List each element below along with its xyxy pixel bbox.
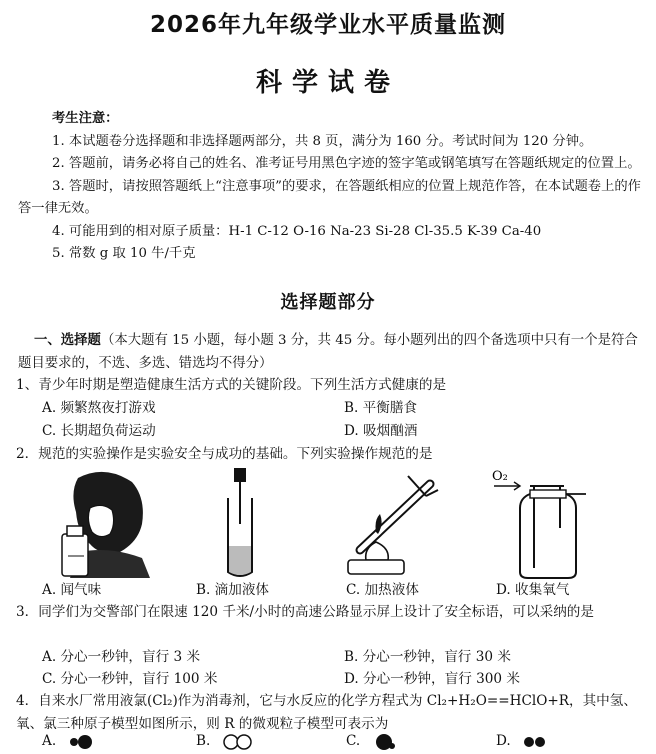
question-3-stem: 3．同学们为交警部门在限速 120 千米/小时的高速公路显示屏上设计了安全标语，可以采纳的是 [16,604,594,620]
notice-item-1: 1. 本试题卷分选择题和非选择题两部分，共 8 页，满分为 160 分。考试时间为 120 分钟。 [52,133,593,149]
notice-item-3: 3. 答题时，请按照答题纸上“注意事项”的要求，在答题纸相应的位置上规范作答，在本试题卷上的作答一律无效。 [18,178,641,216]
section-title: 选择题部分 [280,292,376,313]
q2-option-c[interactable]: C. 加热液体 [346,582,419,598]
q3-option-d[interactable]: D. 分心一秒钟，盲行 300 米 [344,671,520,687]
heating-figure [330,468,450,578]
notice-item-2: 2. 答题前，请务必将自己的姓名、准考证号用黑色字迹的签字笔或钢笔填写在答题纸规定的位置上。 [52,156,641,171]
q4-option-b-label: B. [196,733,211,749]
q4-option-c-label: C. [346,733,361,749]
q4-option-a-label: A. [42,733,57,749]
q4-option-d[interactable] [496,730,547,752]
oxygen-label: O₂ [492,469,508,484]
dropper-figure [200,468,280,578]
molecule-c-icon [373,733,397,751]
question-2-stem: 2．规范的实验操作是实验安全与成功的基础。下列实验操作规范的是 [16,446,433,462]
q2-option-a[interactable]: A. 闻气味 [42,582,102,598]
exam-subtitle: 科学试卷 [255,68,400,98]
q1-option-a[interactable]: A. 频繁熬夜打游戏 [42,400,156,416]
q4-option-b[interactable] [196,730,253,752]
q1-option-b[interactable]: B. 平衡膳食 [344,400,418,416]
section-instruction [18,330,638,375]
q1-option-c[interactable]: C. 长期超负荷运动 [42,423,156,439]
q3-option-a[interactable]: A. 分心一秒钟，盲行 3 米 [42,649,201,665]
q3-option-c[interactable]: C. 分心一秒钟，盲行 100 米 [42,671,218,687]
notice-heading: 考生注意： [52,111,119,126]
question-1-stem: 1、青少年时期是塑造健康生活方式的关键阶段。下列生活方式健康的是 [16,377,447,393]
q3-option-b[interactable]: B. 分心一秒钟，盲行 30 米 [344,649,511,665]
q4-option-c[interactable] [346,730,397,752]
q2-option-d[interactable]: D. 收集氧气 [496,582,570,598]
instruction-text: （本大题有 15 小题，每小题 3 分，共 45 分。每小题列出的四个备选项中只有一个是符合题目要求的，不选、多选、错选均不得分） [18,333,638,371]
q2-option-b[interactable]: B. 滴加液体 [196,582,270,598]
q1-option-d[interactable]: D. 吸烟酗酒 [344,423,418,439]
instruction-label: 一、选择题 [34,333,101,348]
q2-figures [30,468,640,586]
q4-option-a[interactable] [42,730,94,752]
notice-block [18,108,644,266]
molecule-d-icon [523,735,547,749]
molecule-b-icon [223,734,253,750]
question-4-stem: 4．自来水厂常用液氯(Cl₂)作为消毒剂，它与水反应的化学方程式为 Cl₂+H₂O==HClO+R，其中氢、氧、氯三种原子模型如图所示，则 R 的微观粒子模型可表示为 [16,693,637,732]
smelling-figure [50,468,170,578]
molecule-a-icon [68,734,94,750]
exam-title: 2026年九年级学业水平质量监测 [149,12,506,38]
notice-item-4: 4. 可能用到的相对原子质量：H-1 C-12 O-16 Na-23 Si-28 Cl-35.5 K-39 Ca-40 [52,223,542,239]
notice-item-5: 5. 常数 g 取 10 牛/千克 [52,246,196,261]
q4-option-d-label: D. [496,733,511,749]
gas-bottle-figure [490,468,600,580]
